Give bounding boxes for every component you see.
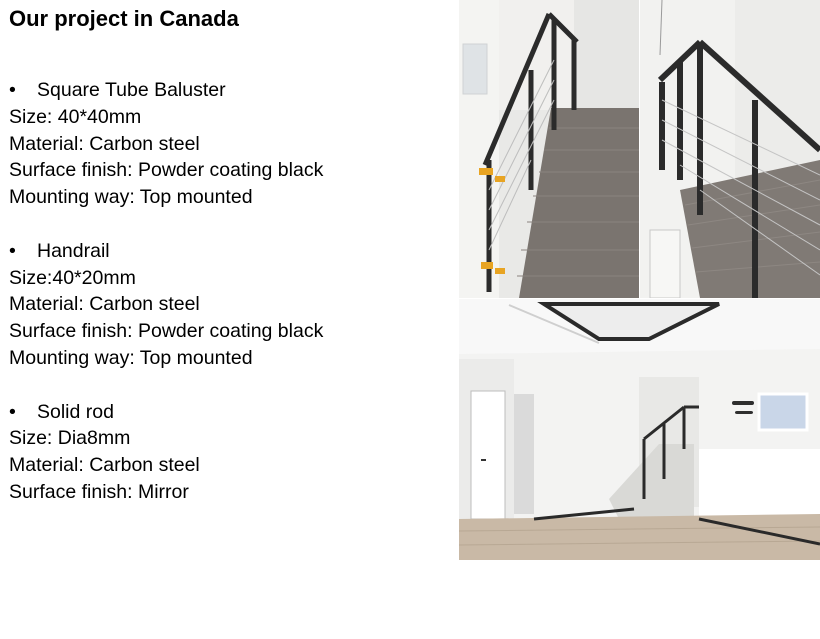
spec-line: Size: 40*40mm: [9, 105, 142, 128]
page-title: Our project in Canada: [9, 6, 239, 31]
photo-collage: [459, 0, 820, 560]
spec-line: Material: Carbon steel: [9, 132, 200, 155]
spec-line: Surface finish: Powder coating black: [9, 320, 324, 343]
spec-heading: Square Tube Baluster: [37, 79, 226, 101]
bullet-icon: •: [9, 239, 16, 262]
spec-heading: Handrail: [37, 239, 110, 262]
bullet-icon: •: [9, 400, 16, 423]
spec-group-solid-rod: [9, 399, 449, 506]
room-photo: [459, 299, 820, 560]
spec-heading: Solid rod: [37, 400, 114, 423]
spec-line: Mounting way: Top mounted: [9, 186, 253, 209]
staircase-photo-1: [459, 0, 639, 298]
spec-list: [9, 77, 449, 533]
spec-line: Size:40*20mm: [9, 266, 136, 289]
spec-group-handrail: [9, 238, 449, 372]
spec-line: Surface finish: Mirror: [9, 480, 189, 503]
staircase-photo-2: [640, 0, 820, 298]
spec-line: Mounting way: Top mounted: [9, 346, 253, 369]
spec-line: Material: Carbon steel: [9, 293, 200, 316]
spec-line: Size: Dia8mm: [9, 427, 131, 450]
bullet-icon: •: [9, 79, 16, 101]
spec-line: Material: Carbon steel: [9, 454, 200, 477]
spec-line: Surface finish: Powder coating black: [9, 159, 324, 182]
spec-group-baluster: [9, 77, 449, 211]
